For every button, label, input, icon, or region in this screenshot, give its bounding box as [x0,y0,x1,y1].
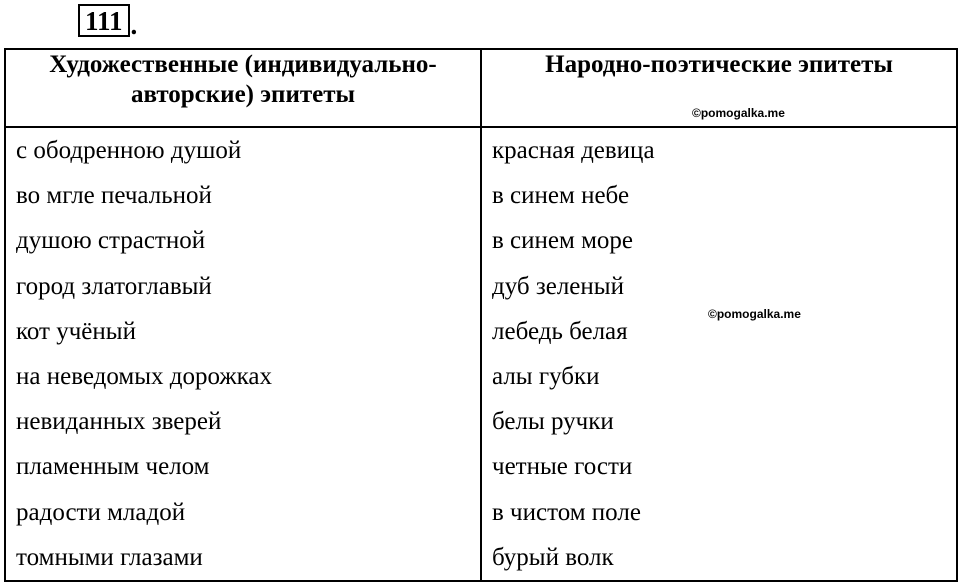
folk-epithets-list [481,127,957,581]
table-header-row [5,49,957,127]
list-item: лебедь белая [492,317,628,345]
artistic-epithets-list [5,127,481,581]
epithets-table [4,48,958,582]
header-folk-epithets-text: Народно-поэтические эпитеты [545,51,893,78]
list-item: алы губки [492,362,600,390]
header-artistic-epithets-text: Художественные (индивидуально-авторские) эпитеты [49,51,437,108]
list-item: в чистом поле [492,498,641,526]
list-item: на неведомых дорожках [16,362,272,390]
list-item: в синем небе [492,182,630,210]
list-item: кот учёный [16,317,136,345]
list-item: четные гости [492,453,633,481]
list-item: дуб зеленый [492,272,624,300]
header-folk-epithets [481,49,957,127]
list-item: бурый волк [492,543,614,571]
header-artistic-epithets [5,49,481,127]
watermark: ©pomogalka.me [708,307,801,321]
list-item: душою страстной [16,227,206,255]
table-body-row [5,127,957,581]
list-item: с ободренною душой [16,137,242,164]
watermark: ©pomogalka.me [692,106,785,120]
list-item: красная девица [492,137,655,164]
exercise-number-dot: . [130,10,138,40]
list-item: во мгле печальной [16,182,212,210]
exercise-number [78,4,138,40]
list-item: белы ручки [492,408,614,436]
list-item: томными глазами [16,543,203,571]
exercise-number-box: 111 [78,4,130,37]
list-item: город златоглавый [16,272,212,300]
list-item: невиданных зверей [16,408,222,436]
list-item: в синем море [492,227,633,255]
list-item: радости младой [16,498,186,526]
list-item: пламенным челом [16,453,210,481]
